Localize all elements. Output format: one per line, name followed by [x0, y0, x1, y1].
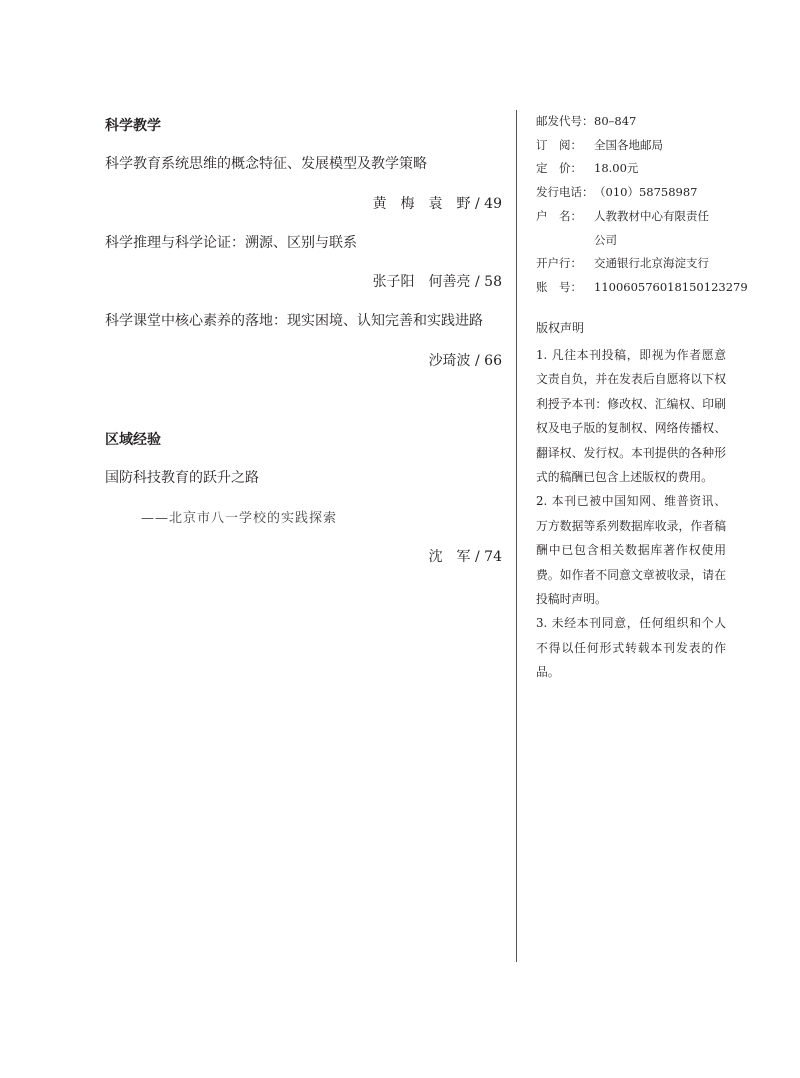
- info-row: [536, 252, 748, 276]
- info-row: [536, 276, 748, 300]
- article-title[interactable]: 国防科技教育的跃升之路: [105, 470, 259, 486]
- info-row: [536, 157, 748, 181]
- info-row: [536, 134, 748, 158]
- info-label: 户 名：: [536, 208, 582, 223]
- info-row: [536, 205, 748, 229]
- article-authors: 张子阳 何善亮: [372, 274, 471, 290]
- article-page-number: / 49: [475, 196, 502, 212]
- section-heading-science-teaching: 科学教学: [105, 118, 161, 134]
- article-authors: 沙琦波: [428, 353, 471, 369]
- article-title[interactable]: 科学教育系统思维的概念特征、发展模型及教学策略: [105, 156, 427, 172]
- copyright-item: 2. 本刊已被中国知网、维普资讯、万方数据等系列数据库收录，作者稿酬中已包含相关数据库著作权使用费。如作者不同意文章被收录，请在投稿时声明。: [536, 494, 726, 607]
- info-row: [536, 110, 748, 134]
- info-row: [536, 181, 748, 205]
- info-value: 80–847: [594, 114, 637, 128]
- article-authors: 沈 军: [428, 549, 471, 565]
- info-label: [536, 229, 594, 253]
- article-page-number: / 74: [475, 549, 502, 565]
- article-subtitle: ——北京市八一学校的实践探索: [141, 511, 338, 526]
- publication-info: [536, 110, 748, 300]
- info-value: 18.00元: [594, 161, 639, 176]
- info-label: 定 价：: [536, 161, 582, 176]
- info-label: 开户行：: [536, 256, 582, 271]
- info-row: [536, 229, 748, 253]
- info-label: 发行电话：: [536, 185, 594, 200]
- info-value: 全国各地邮局: [594, 137, 663, 152]
- column-divider: [516, 110, 517, 962]
- info-value: 110060576018150123279: [594, 279, 748, 294]
- info-value: （010）58758987: [594, 185, 698, 200]
- copyright-statement: [536, 343, 726, 685]
- article-author-page: [373, 271, 502, 291]
- info-value: 人教教材中心有限责任: [594, 208, 709, 223]
- article-title[interactable]: 科学推理与科学论证：溯源、区别与联系: [105, 235, 357, 251]
- section-heading-regional-experience: 区域经验: [105, 432, 161, 448]
- info-value: 公司: [594, 232, 617, 247]
- article-author-page: [373, 193, 502, 213]
- info-label: 账 号：: [536, 279, 582, 294]
- article-page-number: / 66: [475, 353, 502, 369]
- info-label: 邮发代号：: [536, 114, 594, 128]
- article-page-number: / 58: [475, 274, 502, 290]
- article-authors: 黄 梅 袁 野: [372, 196, 471, 212]
- copyright-heading: 版权声明: [536, 321, 585, 335]
- article-author-page: [429, 350, 502, 370]
- copyright-item: 1. 凡往本刊投稿，即视为作者愿意文责自负，并在发表后自愿将以下权利授予本刊：修改权、汇编权、印刷权及电子版的复制权、网络传播权、翻译权、发行权。本刊提供的各种形式的稿酬已包含上述版权的费用。: [536, 348, 726, 485]
- info-value: 交通银行北京海淀支行: [594, 256, 709, 271]
- info-label: 订 阅：: [536, 137, 582, 152]
- article-author-page: [429, 546, 502, 566]
- copyright-item: 3. 未经本刊同意，任何组织和个人不得以任何形式转载本刊发表的作品。: [536, 616, 726, 680]
- article-title[interactable]: 科学课堂中核心素养的落地：现实困境、认知完善和实践进路: [105, 313, 483, 329]
